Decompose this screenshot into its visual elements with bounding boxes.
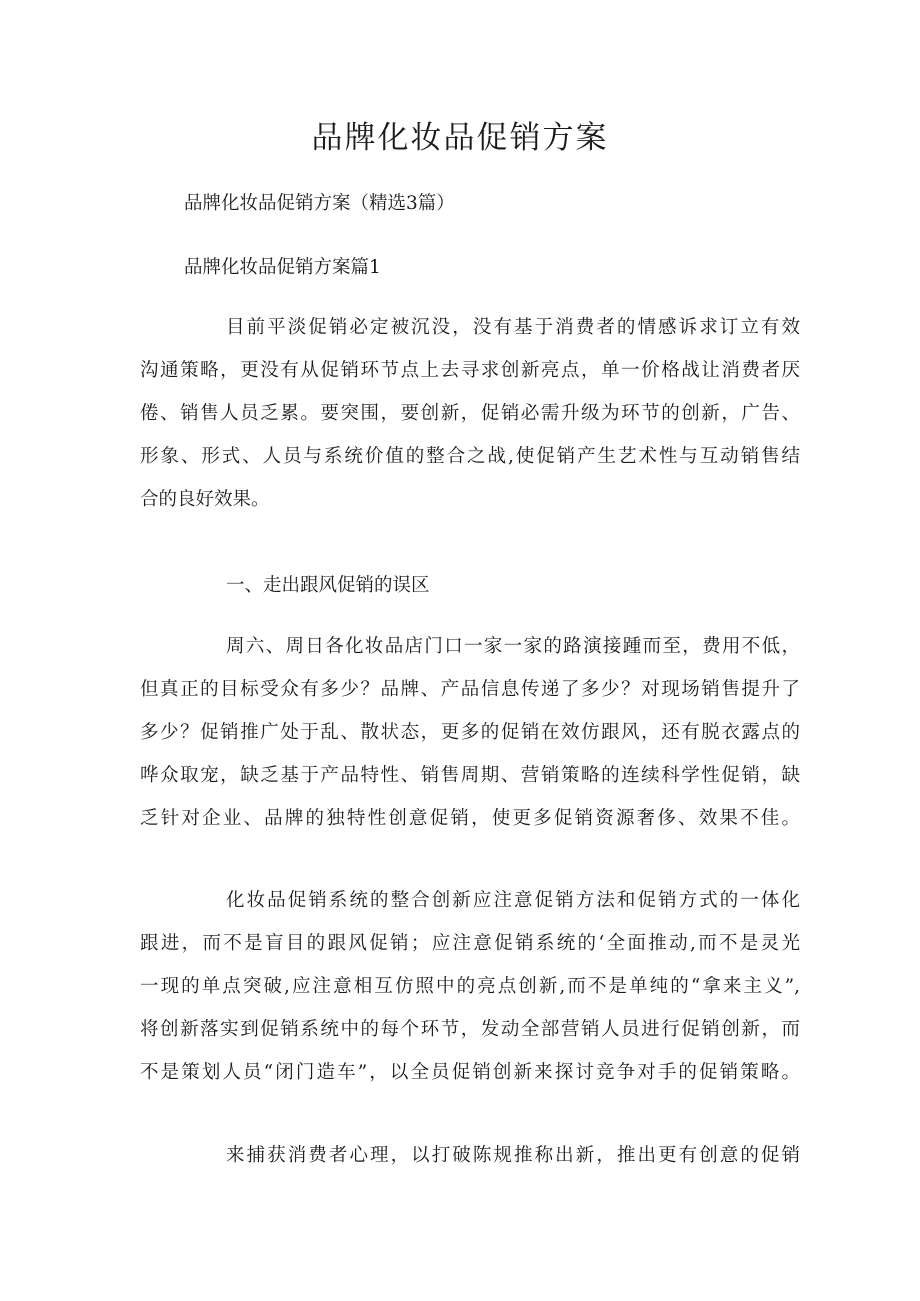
paragraph-line: 跟进，而不是盲目的跟风促销；应注意促销系统的‘全面推动,而不是灵光 [140,933,800,954]
paragraph-line: 一现的单点突破,应注意相互仿照中的亮点创新,而不是单纯的“拿来主义”, [140,976,800,997]
section-heading: 一、走出跟风促销的误区 [226,575,430,596]
paragraph-line: 沟通策略，更没有从促销环节点上去寻求创新亮点，单一价格战让消费者厌 [140,360,800,381]
paragraph-line: 周六、周日各化妆品店门口一家一家的路演接踵而至，费用不低， [226,636,800,657]
paragraph-2 [140,625,800,840]
paragraph-line: 目前平淡促销必定被沉没，没有基于消费者的情感诉求订立有效 [226,317,800,338]
paragraph-1 [140,306,800,521]
paragraph-line: 但真正的目标受众有多少？品牌、产品信息传递了多少？对现场销售提升了 [140,679,800,700]
paragraph-3 [140,879,800,1094]
paragraph-line: 不是策划人员“闭门造车”，以全员促销创新来探讨竞争对手的促销策略。 [140,1062,800,1083]
paragraph-line: 化妆品促销系统的整合创新应注意促销方法和促销方式的一体化 [226,890,800,911]
paragraph-line: 将创新落实到促销系统中的每个环节，发动全部营销人员进行促销创新，而 [140,1019,800,1040]
document-subtitle: 品牌化妆品促销方案（精选3篇） [184,193,455,214]
paragraph-line: 哗众取宠，缺乏基于产品特性、销售周期、营销策略的连续科学性促销，缺 [140,765,800,786]
document-title: 品牌化妆品促销方案 [311,120,609,156]
paragraph-line: 多少？促销推广处于乱、散状态，更多的促销在效仿跟风，还有脱衣露点的 [140,722,800,743]
paragraph-line: 合的良好效果。 [140,489,270,510]
paragraph-line: 形象、形式、人员与系统价值的整合之战,使促销产生艺术性与互动销售结 [140,446,800,467]
paragraph-line: 倦、销售人员乏累。要突围，要创新，促销必需升级为环节的创新，广告、 [140,403,800,424]
paragraph-line: 来捕获消费者心理，以打破陈规推称出新，推出更有创意的促销 [226,1145,800,1166]
paragraph-4 [140,1134,800,1177]
section-title: 品牌化妆品促销方案篇1 [184,257,381,278]
paragraph-line: 乏针对企业、品牌的独特性创意促销，使更多促销资源奢侈、效果不佳。 [140,808,800,829]
